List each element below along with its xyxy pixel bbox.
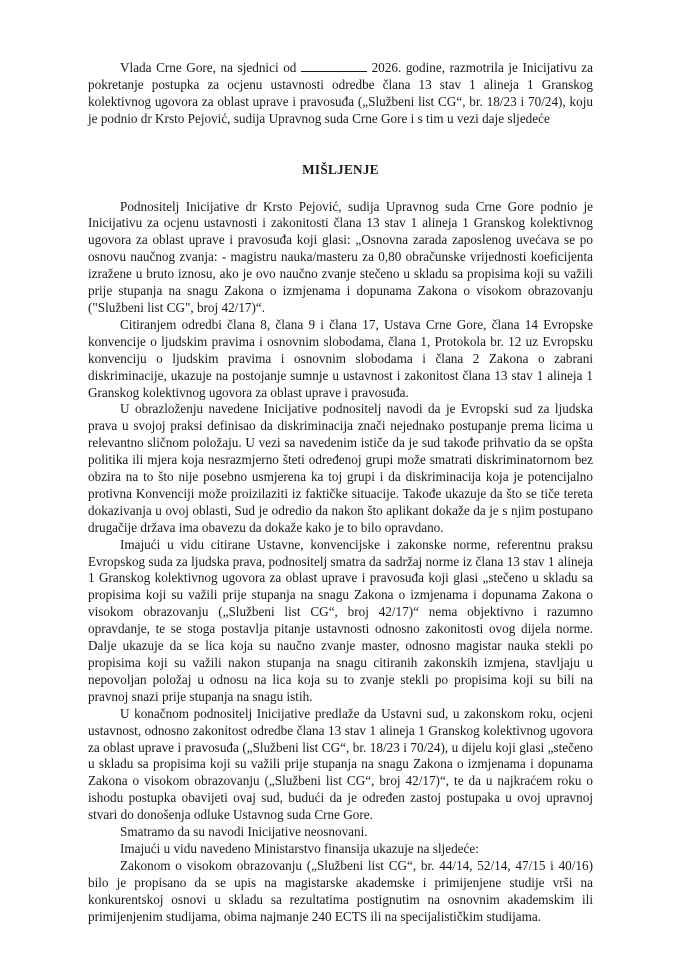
intro-text-after-date: 2026. godine, razmotrila je Inicijativu za pokretanje postupka za ocjenu ustavnosti odredbe člana 13 stav 1 alineja 1 Granskog kolektivnog ugovora za oblast uprave i pravosuđa („Službeni list CG“, br. 18/23 i 70/24), koju je podnio dr Krsto Pejović, sudija Upravnog suda Crne Gore i s tim u vezi daje sljedeće (88, 60, 593, 126)
body-paragraph-7: Imajući u vidu navedeno Ministarstvo finansija ukazuje na sljedeće: (120, 840, 479, 856)
body-paragraph-6: Smatramo da su navodi Inicijative neosnovani. (120, 824, 368, 840)
intro-paragraph (88, 60, 593, 128)
body-paragraph-1: Podnositelj Inicijative dr Krsto Pejović, sudija Upravnog suda Crne Gore podnio je Inicijativu za ocjenu ustavnosti i zakonitosti člana 13 stav 1 alineja 1 Granskog kolektivnog ugovora za oblast uprave i pravosuđa koji glasi: „Osnovna zarada zaposlenog uvećava se po osnovu naučnog zvanja: - magistru nauka/masteru za 0,80 obračunske vrijednosti koeficijenta izražene u bruto iznosu, ako je ovo naučno zvanje stečeno u skladu sa propisima koji su važili prije stupanja na snagu Zakona o izmjenama i dopunama Zakona o visokom obrazovanju ("Službeni list CG", broj 42/17)“. (88, 198, 593, 315)
body-paragraph-2: Citiranjem odredbi člana 8, člana 9 i člana 17, Ustava Crne Gore, člana 14 Evropske konvencije o ljudskim pravima i osnovnim slobodama, člana 1, Protokola br. 12 uz Evropsku konvenciju o ljudskim pravima i osnovnim slobodama i člana 2 Zakona o zabrani diskriminacije, ukazuje na postojanje sumnje u ustavnost i zakonitost člana 13 stav 1 alineja 1 Granskog kolektivnog ugovora za oblast uprave i pravosuđa. (88, 316, 593, 400)
body-paragraph-5: U konačnom podnositelj Inicijative predlaže da Ustavni sud, u zakonskom roku, ocjeni ustavnost, odnosno zakonitost odredbe člana 13 stav 1 alineja 1 Granskog kolektivnog ugovora za oblast uprave i pravosuđa („Službeni list CG“, br. 18/23 i 70/24), u dijelu koji glasi „stečeno u skladu sa propisima koji su važili prije stupanja na snagu Zakona o izmjenama i dopunama Zakona o visokom obrazovanju („Službeni list CG“, broj 42/17)“, te da u najkraćem roku o ishodu postupka obavijeti ovaj sud, budući da je određen zastoj postupaka u ovoj upravnoj stvari do donošenja odluke Ustavnog suda Crne Gore. (88, 705, 593, 823)
intro-text-before-date: Vlada Crne Gore, na sjednici od (120, 60, 301, 75)
body-paragraph-3: U obrazloženju navedene Inicijative podnositelj navodi da je Evropski sud za ljudska prava u svojoj praksi definisao da diskriminacija znači nejednako postupanje prema licima u relevantno sličnom položaju. U vezi sa navedenim ističe da je sud takođe prihvatio da se opšta politika ili mjera koja nesrazmjerno šteti određenoj grupi može smatrati diskriminatornom bez obzira na to što nije posebno usmjerena ka toj grupi i da diskriminacija koja je potencijalno protivna Konvenciji može proizilaziti iz faktičke situacije. Takođe ukazuje da što se tiče tereta dokazivanja u ovoj oblasti, Sud je odredio da nakon što aplikant dokaže da je s njim postupano drugačije država ima obavezu da dokaže kako je to bilo opravdano. (88, 401, 593, 535)
body-paragraph-8: Zakonom o visokom obrazovanju („Službeni list CG“, br. 44/14, 52/14, 47/15 i 40/16) bilo je propisano da se upis na magistarske akademske i primijenjene studije vrši na konkurentskoj osnovi u skladu sa rezultatima postignutim na osnovnim akademskim ili primijenjenim studijama, obima najmanje 240 ECTS ili na specijalističkim studijama. (88, 857, 593, 924)
body-paragraph-4: Imajući u vidu citirane Ustavne, konvencijske i zakonske norme, referentnu praksu Evropskog suda za ljudska prava, podnositelj smatra da sadržaj norme iz člana 13 stav 1 alineja 1 Granskog kolektivnog ugovora za oblast uprave i pravosuđa koji glasi „stečeno u skladu sa propisima koji su važili prije stupanja na snagu Zakona o izmjenama i dopunama Zakona o visokom obrazovanju („Službeni list CG“, broj 42/17)“ nema objektivno i razumno opravdanje, te se stoga postavlja pitanje ustavnosti odnosno zakonitosti ovog dijela norme. Dalje ukazuje da se lica koja su naučno zvanje master, odnosno magistar nauka stekli po propisima koji su važili nakon stupanja na snagu citiranih zakonskih izmjena, stavljaju u nepovoljan položaj u odnosu na lica koja su to zvanje stekli po propisima koji su bili na pravnoj snazi prije stupanja na snagu istih. (88, 536, 593, 704)
date-blank-line (301, 60, 367, 72)
document-heading: MIŠLJENJE (302, 161, 379, 177)
